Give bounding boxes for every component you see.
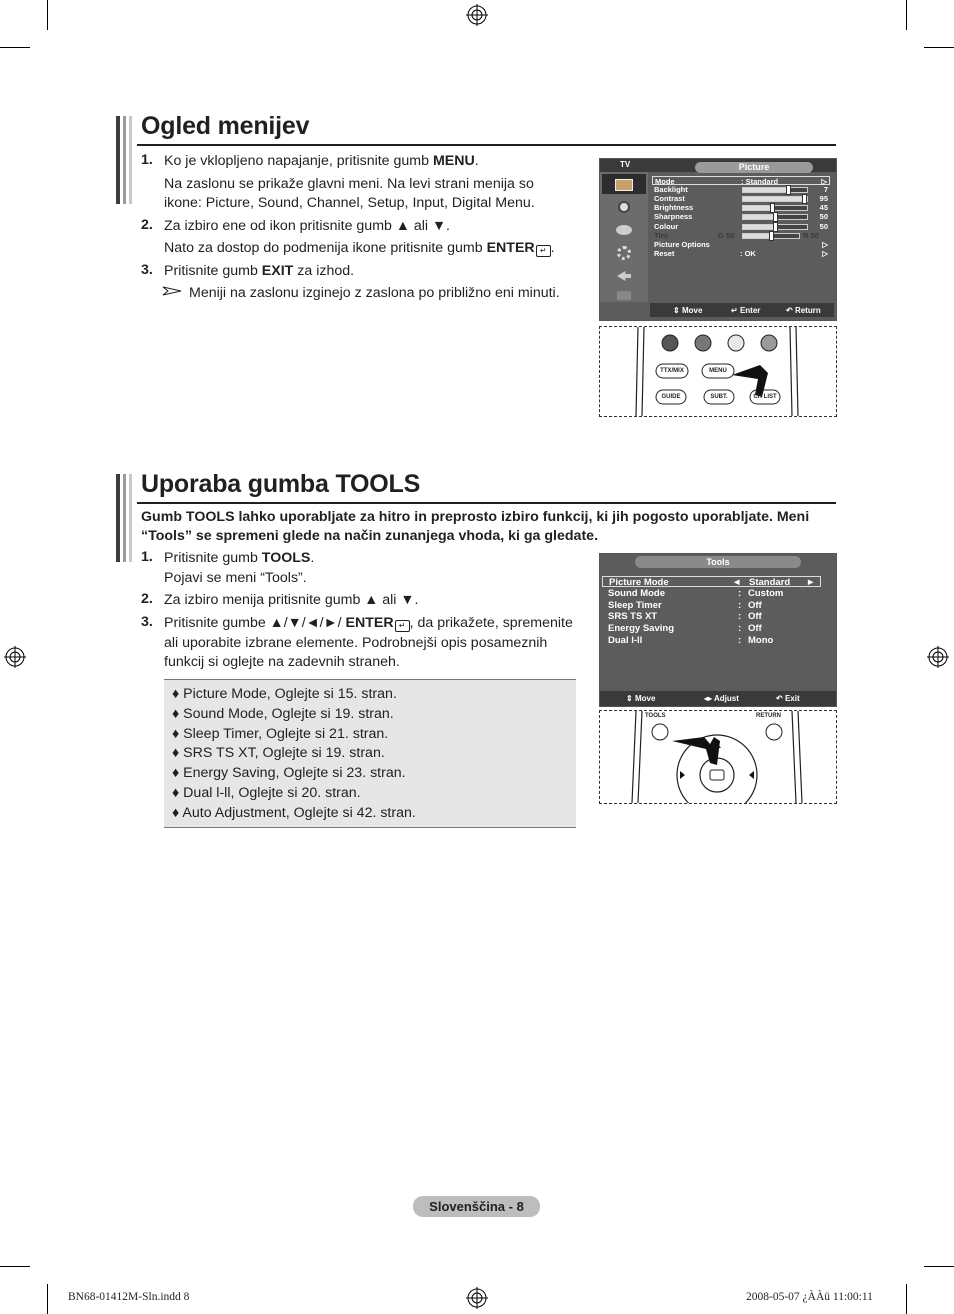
row-end: 95 bbox=[819, 194, 828, 204]
title-rule bbox=[137, 502, 836, 504]
step-text: Pojavi se meni “Tools”. bbox=[164, 570, 307, 586]
exit-icon: ↶ bbox=[776, 694, 785, 703]
enter-button[interactable] bbox=[700, 758, 734, 792]
row-end: 45 bbox=[819, 203, 828, 213]
input-menu-icon[interactable] bbox=[602, 266, 646, 286]
step-text: ikone: Picture, Sound, Channel, Setup, Input, Digital Menu. bbox=[164, 195, 535, 211]
menu-row[interactable] bbox=[652, 231, 830, 240]
tools-menu bbox=[599, 553, 837, 707]
enter-icon: ↵ bbox=[536, 245, 551, 257]
tools-row-sep: : bbox=[738, 611, 742, 623]
tools-row-sep: : bbox=[738, 599, 742, 611]
step-text: Ko je vklopljeno napajanje, pritisnite gumb MENU. bbox=[164, 153, 479, 169]
section-bar bbox=[116, 116, 120, 204]
row-end: 50 bbox=[819, 212, 828, 222]
step-text: Za izbiro ene od ikon pritisnite gumb ▲ ali ▼. bbox=[164, 218, 450, 234]
return-button-label: RETURN bbox=[756, 713, 781, 719]
menu-row[interactable] bbox=[652, 176, 830, 185]
row-label: Sharpness bbox=[654, 212, 693, 222]
crop-mark bbox=[47, 1284, 48, 1314]
tools-row-label: Dual l-ll bbox=[608, 635, 643, 646]
section-bar bbox=[123, 116, 126, 204]
list-item: ♦ Picture Mode, Oglejte si 15. stran. bbox=[172, 686, 397, 702]
tv-picture-menu bbox=[599, 158, 837, 321]
row-end: R 50 bbox=[803, 230, 819, 240]
row-label: Mode bbox=[655, 177, 675, 186]
section-bar bbox=[129, 474, 132, 562]
tools-row-value: Custom bbox=[748, 587, 784, 599]
crop-mark bbox=[906, 1284, 907, 1314]
menu-row[interactable] bbox=[652, 194, 830, 203]
level-bar[interactable] bbox=[742, 224, 808, 230]
intro-text: Gumb TOOLS lahko uporabljate za hitro in preprosto izbiro funkcij, ki jih pogosto uporabljate. Meni bbox=[141, 509, 810, 525]
tools-row-label: SRS TS XT bbox=[608, 611, 658, 623]
row-label: Tint bbox=[654, 230, 668, 240]
row-value: : Standard bbox=[741, 177, 779, 186]
tools-row-label: Picture Mode bbox=[609, 577, 669, 588]
subt-button[interactable]: SUBT. bbox=[710, 394, 728, 400]
crop-mark bbox=[924, 47, 954, 48]
step-number: 3. bbox=[141, 262, 153, 278]
row-label: Backlight bbox=[654, 185, 688, 195]
crop-mark bbox=[906, 0, 907, 30]
footer-move: ⇕ Move bbox=[626, 694, 656, 703]
row-end: ▷ bbox=[822, 248, 828, 258]
tv-label: TV bbox=[620, 160, 631, 169]
footer-return: ↶ Return bbox=[786, 306, 821, 315]
registration-mark-icon bbox=[466, 4, 488, 26]
tools-row-sep: : bbox=[738, 623, 742, 635]
ttx-mix-button[interactable]: TTX/MIX bbox=[660, 368, 684, 374]
digital-menu-icon[interactable] bbox=[602, 289, 646, 302]
registration-mark-icon bbox=[466, 1287, 488, 1309]
level-bar[interactable] bbox=[742, 187, 808, 193]
guide-button[interactable]: GUIDE bbox=[661, 394, 681, 400]
step-text: Pritisnite gumbe ▲/▼/◄/►/ ENTER ↵ , da prikažete, spremenite bbox=[164, 615, 573, 631]
list-item: ♦ Auto Adjustment, Oglejte si 42. stran. bbox=[172, 804, 416, 821]
tools-row-label: Sound Mode bbox=[608, 587, 665, 599]
section-bar bbox=[116, 474, 120, 562]
setup-menu-icon[interactable] bbox=[602, 243, 646, 263]
list-item: ♦ Sound Mode, Oglejte si 19. stran. bbox=[172, 705, 394, 722]
crop-mark bbox=[47, 0, 48, 30]
step-text: Nato za dostop do podmenija ikone pritisnite gumb ENTER ↵ . bbox=[164, 240, 555, 256]
step-number: 1. bbox=[141, 152, 153, 168]
list-item: ♦ Dual l-ll, Oglejte si 20. stran. bbox=[172, 784, 361, 801]
tools-row-sep: ◄ bbox=[732, 577, 742, 588]
row-value: G 50 bbox=[718, 230, 735, 240]
section-bar bbox=[129, 116, 132, 204]
adjust-icon: ◂▸ bbox=[704, 694, 714, 703]
menu-button[interactable]: MENU bbox=[709, 368, 727, 374]
note-text: Meniji na zaslonu izginejo z zaslona po približno eni minuti. bbox=[189, 285, 560, 301]
print-slug: 2008-05-07 ¿ÀÀü 11:00:11 bbox=[746, 1291, 873, 1303]
level-bar[interactable] bbox=[742, 196, 808, 202]
step-text: Pritisnite gumb EXIT za izhod. bbox=[164, 263, 355, 279]
tools-row-end: ► bbox=[806, 577, 816, 588]
remote-illustration bbox=[599, 326, 837, 417]
tools-row-value: Off bbox=[748, 623, 762, 635]
step-text: ali uporabite izbrane elemente. Podrobnejši opis posameznih bbox=[164, 635, 548, 651]
step-number: 1. bbox=[141, 549, 153, 565]
level-bar[interactable] bbox=[742, 214, 808, 220]
ch-list-button[interactable]: CH LIST bbox=[753, 394, 777, 400]
row-end: 50 bbox=[819, 221, 828, 231]
reference-list bbox=[164, 679, 576, 828]
tools-row-value: Mono bbox=[748, 635, 774, 646]
step-number: 2. bbox=[141, 591, 153, 607]
tools-row-label: Sleep Timer bbox=[608, 599, 662, 611]
row-value: : OK bbox=[740, 248, 756, 258]
section-title: Uporaba gumba TOOLS bbox=[141, 470, 421, 498]
sound-menu-icon[interactable] bbox=[602, 197, 646, 217]
tools-row-value: Off bbox=[748, 599, 762, 611]
section-bar bbox=[123, 474, 126, 562]
menu-row[interactable] bbox=[652, 222, 830, 231]
tools-row[interactable] bbox=[602, 600, 821, 611]
menu-row[interactable] bbox=[652, 249, 830, 258]
list-item: ♦ Energy Saving, Oglejte si 23. stran. bbox=[172, 765, 406, 782]
footer-exit: ↶ Exit bbox=[776, 694, 800, 703]
step-text: funkcij si oglejte na zadevnih straneh. bbox=[164, 654, 400, 670]
tools-row-value: Standard bbox=[749, 577, 791, 588]
step-text: Na zaslonu se prikaže glavni meni. Na levi strani menija so bbox=[164, 176, 534, 192]
crop-mark bbox=[0, 47, 30, 48]
row-label: Colour bbox=[654, 221, 679, 231]
footer-enter: ↵ Enter bbox=[731, 306, 761, 315]
move-icon: ⇕ bbox=[626, 694, 635, 703]
menu-row[interactable] bbox=[652, 240, 830, 249]
registration-mark-icon bbox=[927, 646, 949, 668]
return-icon: ↶ bbox=[786, 306, 795, 315]
footer-adjust: ◂▸ Adjust bbox=[704, 694, 739, 703]
channel-menu-icon[interactable] bbox=[602, 220, 646, 240]
tools-row[interactable] bbox=[602, 588, 821, 599]
row-label: Reset bbox=[654, 248, 675, 258]
step-text: Pritisnite gumb TOOLS. bbox=[164, 550, 315, 566]
enter-icon: ↵ bbox=[731, 306, 740, 315]
row-label: Brightness bbox=[654, 203, 694, 213]
tools-row-sep: : bbox=[738, 635, 742, 646]
step-text: Za izbiro menija pritisnite gumb ▲ ali ▼. bbox=[164, 592, 419, 608]
tools-button[interactable] bbox=[652, 724, 668, 740]
level-bar[interactable] bbox=[742, 233, 800, 239]
page-label: Slovenščina - 8 bbox=[413, 1196, 540, 1217]
row-label: Picture Options bbox=[654, 239, 710, 249]
row-label: Contrast bbox=[654, 194, 685, 204]
list-item: ♦ SRS TS XT, Oglejte si 19. stran. bbox=[172, 745, 385, 762]
tools-row-label: Energy Saving bbox=[608, 623, 674, 635]
crop-mark bbox=[0, 1266, 30, 1267]
level-bar[interactable] bbox=[742, 205, 808, 211]
tools-row-sep: : bbox=[738, 587, 742, 599]
menu-row[interactable] bbox=[652, 212, 830, 221]
note-arrow-icon bbox=[162, 286, 182, 296]
list-item: ♦ Sleep Timer, Oglejte si 21. stran. bbox=[172, 725, 389, 742]
title-rule bbox=[137, 144, 836, 146]
step-number: 2. bbox=[141, 217, 153, 233]
tools-row[interactable] bbox=[602, 635, 821, 646]
row-end: ▷ bbox=[822, 239, 828, 249]
enter-icon: ↵ bbox=[395, 620, 410, 632]
return-button[interactable] bbox=[766, 724, 782, 740]
section-title: Ogled menijev bbox=[141, 112, 310, 140]
menu-row[interactable] bbox=[652, 203, 830, 212]
remote-illustration bbox=[599, 710, 837, 804]
crop-mark bbox=[924, 1266, 954, 1267]
tools-row[interactable] bbox=[602, 576, 821, 587]
print-slug: BN68-01412M-Sln.indd 8 bbox=[68, 1291, 190, 1303]
tools-title: Tools bbox=[635, 556, 801, 568]
move-icon: ⇕ bbox=[673, 306, 682, 315]
intro-text: “Tools” se spremeni glede na način zunanjega vhoda, ki ga gledate. bbox=[141, 528, 599, 544]
tools-row[interactable] bbox=[602, 611, 821, 622]
registration-mark-icon bbox=[4, 646, 26, 668]
picture-menu-icon[interactable] bbox=[602, 174, 646, 194]
tools-row[interactable] bbox=[602, 623, 821, 634]
row-end: ▷ bbox=[821, 177, 827, 186]
row-end: 7 bbox=[823, 185, 828, 195]
tools-button-label: TOOLS bbox=[645, 713, 666, 719]
menu-title: Picture bbox=[695, 162, 813, 173]
menu-row[interactable] bbox=[652, 185, 830, 194]
step-number: 3. bbox=[141, 614, 153, 630]
tools-row-value: Off bbox=[748, 611, 762, 623]
footer-move: ⇕ Move bbox=[673, 306, 703, 315]
